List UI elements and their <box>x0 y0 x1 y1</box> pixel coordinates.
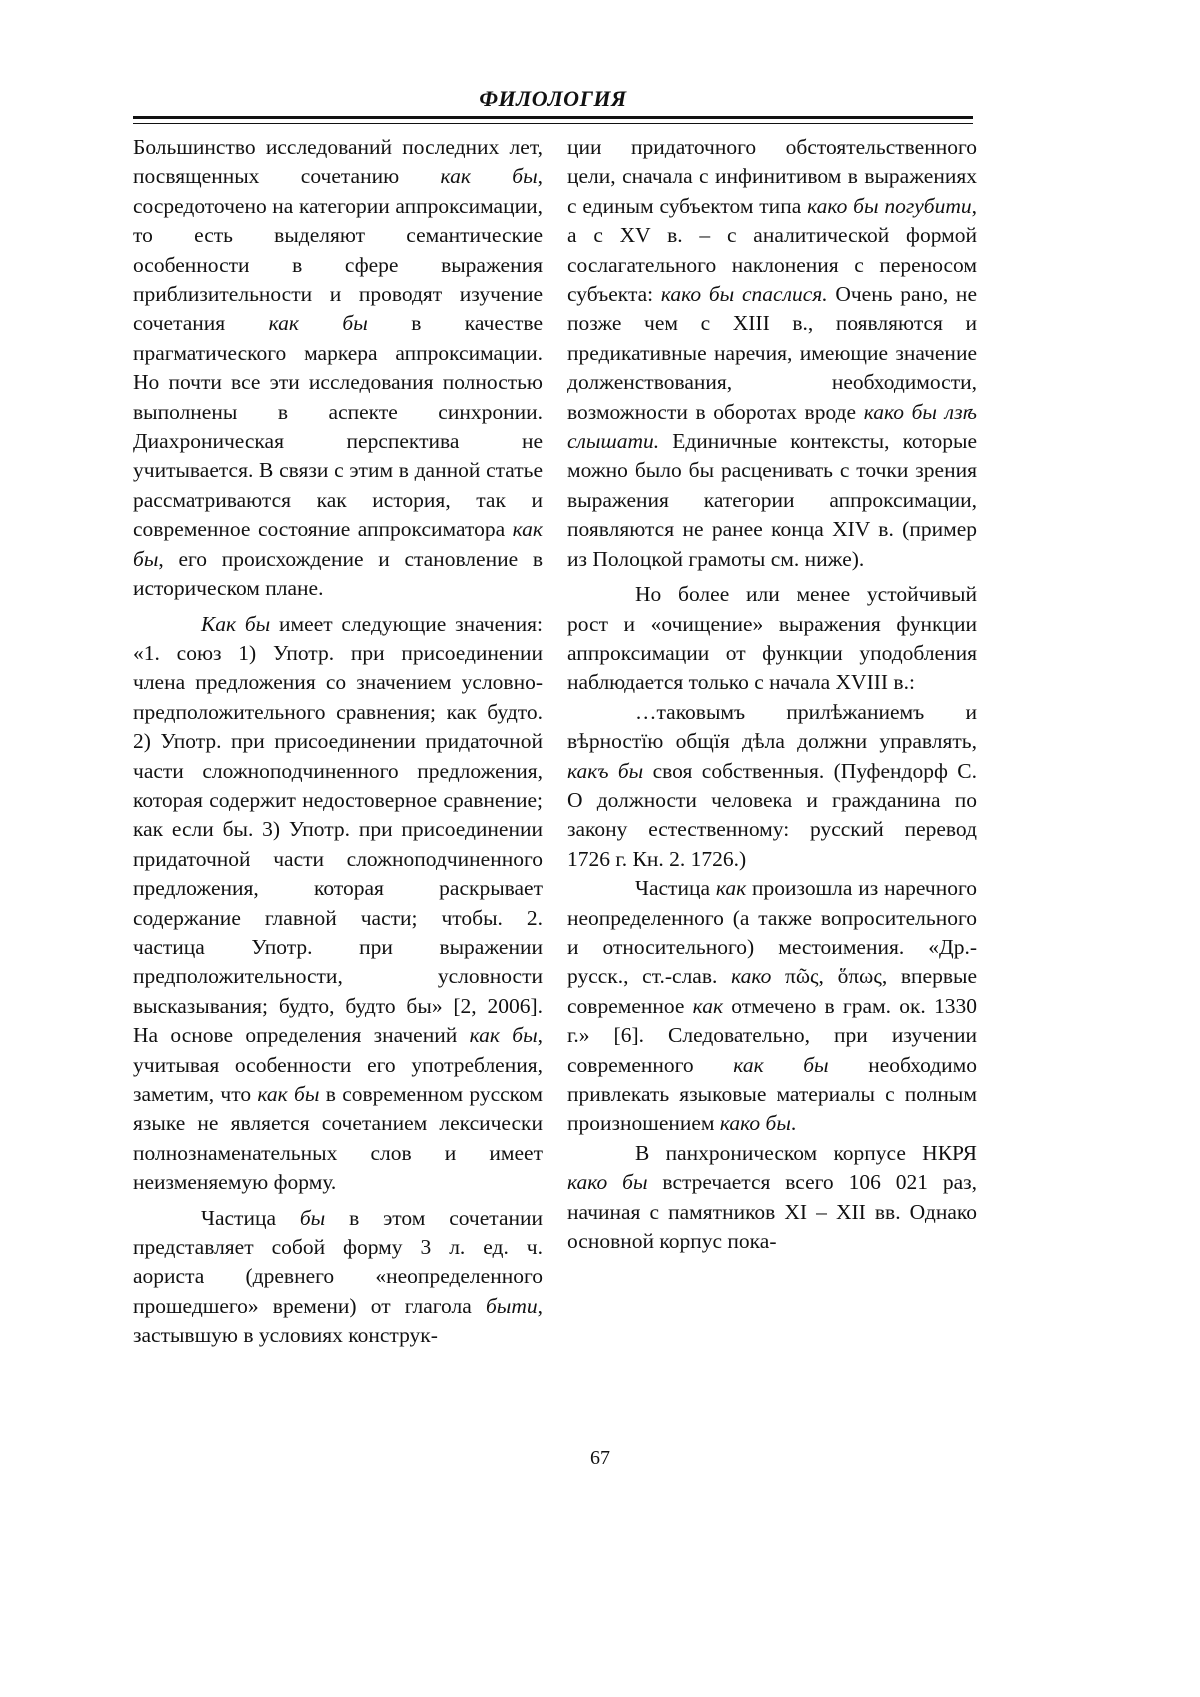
paragraph: Но более или менее устойчивый рост и «очищение» выражения функции аппроксимации от функции уподобления наблюдается только с начала XVIII в.: <box>567 582 977 695</box>
paragraph: Частица бы в этом сочетании представляет собой форму 3 л. ед. ч. аориста (древнего «неопределенного прошедшего» времени) от глагола быти, застывшую в условиях конструк- <box>133 1205 544 1348</box>
right-column <box>567 133 977 1256</box>
left-column <box>133 133 543 1351</box>
page-number: 67 <box>590 1447 610 1469</box>
paragraph: Как бы имеет следующие значения: «1. союз 1) Употр. при присоединении члена предложения со значением условно-предположительного сравнения; как будто. 2) Употр. при присоединении придаточной части сложноподчиненного предложения, которая содержит недостоверное сравнение; как если бы. 3) Употр. при присоединении придаточной части сложноподчиненного предложения, которая раскрывает содержание главной части; чтобы. 2. частица Употр. при выражении предположительности, условности высказывания; будто, будто бы» [2, 2006]. На основе определения значений как бы, учитывая особенности его употребления, заметим, что как бы в современном русском языке не является сочетанием лексически полнознаменательных слов и имеет неизменяемую форму. <box>133 611 543 1195</box>
running-header: ФИЛОЛОГИЯ <box>479 86 627 111</box>
paragraph: Частица как произошла из наречного неопределенного (а также вопросительного и относительного) местоимения. «Др.-русск., ст.-слав. како πῶς, ὅπως, впервые современное как отмечено в грам. ок. 1330 г.» [6]. Следовательно, при изучении современного как бы необходимо привлекать языковые материалы с полным произношением како бы. <box>567 876 977 1136</box>
header-rule-thin <box>133 123 973 124</box>
paragraph: В панхроническом корпусе НКРЯ како бы встречается всего 106 021 раз, начиная с памятников XI – XII вв. Однако основной корпус пока- <box>567 1140 977 1254</box>
quotation: …таковымъ прилѣжаниемъ и вѣрностїю общїя дѣла должни управлять, какъ бы своя собственныя. (Пуфендорф С. О должности человека и гражданина по закону естественному: русский перевод 1726 г. Кн. 2. 1726.) <box>567 699 977 871</box>
paragraph: Большинство исследований последних лет, посвященных сочетанию как бы, сосредоточено на категории аппроксимации, то есть выделяют семантические особенности в сфере выражения приблизительности и проводят изучение сочетания как бы в качестве прагматического маркера аппроксимации. Но почти все эти исследования полностью выполнены в аспекте синхронии. Диахроническая перспектива не учитывается. В связи с этим в данной статье рассматриваются как история, так и современное состояние аппроксиматора как бы, его происхождение и становление в историческом плане. <box>133 135 544 601</box>
paragraph: ции придаточного обстоятельственного цели, сначала с инфинитивом в выражениях с единым субъектом типа како бы погубити, а с XV в. – с аналитической формой сослагательного наклонения с переносом субъекта: како бы спаслися. Очень рано, не позже чем с XIII в., появляются и предикативные наречия, имеющие значение долженствования, необходимости, возможности в оборотах вроде како бы лзѣ слышати. Единичные контексты, которые можно было бы расценивать с точки зрения выражения категории аппроксимации, появляются не ранее конца XIV в. (пример из Полоцкой грамоты см. ниже). <box>567 135 978 571</box>
header-rule-thick <box>133 116 973 119</box>
